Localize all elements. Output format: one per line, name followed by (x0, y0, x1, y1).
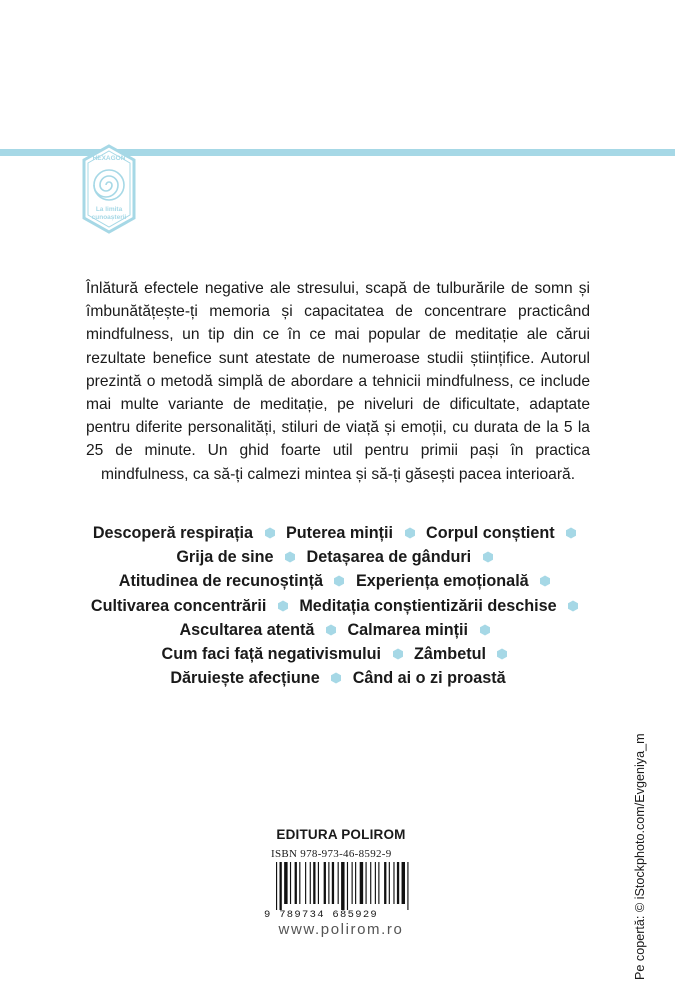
barcode-bar (318, 862, 319, 904)
hexagon-bullet-icon (333, 575, 345, 587)
hexagon-bullet-icon (330, 672, 342, 684)
topic-item: Meditația conștientizării deschise (299, 596, 557, 615)
topic-item: Dăruiește afecțiune (170, 669, 320, 688)
barcode-bar (290, 862, 291, 904)
hexagon-bullet-icon (567, 600, 579, 612)
barcode-bar (299, 862, 300, 904)
hexagon-bullet-icon (539, 575, 551, 587)
barcode-bar (332, 862, 334, 904)
barcode-bar (375, 862, 376, 904)
topic-item: Atitudinea de recunoștință (118, 572, 323, 591)
barcode-bar (370, 862, 371, 904)
hexagon-bullet-icon (482, 551, 494, 563)
barcode-bar (355, 862, 356, 904)
barcode-bar (378, 862, 379, 904)
barcode-bar (328, 862, 329, 904)
barcode-bar (397, 862, 399, 904)
barcode-bar (341, 862, 344, 910)
topic-item: Cultivarea concentrării (90, 596, 267, 615)
publisher-website[interactable]: www.polirom.ro (278, 921, 404, 938)
hexagon-logo (78, 140, 140, 240)
hexagon-bullet-icon (565, 527, 577, 539)
barcode-digits: 9 789734 685929 (264, 909, 379, 921)
book-description: Înlătură efectele negative ale stresului, scapă de tulburările de somn și îmbunătățește-ți memoria și capacitatea de concentrare practicând mindfulness, un tip din ce în ce mai popular de meditație ale cărui rezultate benefice sunt atestate de numeroase studii științifice. Autorul prezintă o metodă simplă de abordare a tehnicii mindfulness, ce include mai multe variante de meditație, pe niveluri de dificultate, adaptate pentru diferite personalități, stiluri de viață și emoții, cu durata de la 5 la 25 de minute. Un ghid foarte util pentru primii pași în practica mindfulness, ca să-ți calmezi mintea și să-ți găsești pacea interioară. (86, 280, 590, 483)
logo-top-text: HEXAGON (92, 155, 126, 162)
barcode-bar (276, 862, 277, 910)
barcode-bar (360, 862, 363, 904)
barcode-bar (280, 862, 282, 910)
isbn-text: ISBN 978-973-46-8592-9 (271, 848, 392, 860)
topic-item: Corpul conștient (426, 524, 555, 542)
topic-item: Când ai o zi proastă (352, 669, 506, 688)
barcode-bar (295, 862, 297, 904)
barcode-bar (402, 862, 405, 904)
hexagon-bullet-icon (496, 648, 508, 660)
barcode-bar (324, 862, 326, 904)
topic-item: Detașarea de gânduri (306, 548, 472, 567)
topic-item: Descoperă respirația (92, 524, 253, 542)
topic-item: Grija de sine (176, 548, 274, 567)
barcode-bar (310, 862, 311, 904)
publisher-name: EDITURA POLIROM (276, 827, 406, 842)
hexagon-bullet-icon (277, 600, 289, 612)
barcode-bar (389, 862, 390, 904)
barcode-bar (347, 862, 348, 910)
barcode-bar (338, 862, 339, 904)
hexagon-bullet-icon (479, 624, 491, 636)
hexagon-bullet-icon (404, 527, 416, 539)
barcode-bar (313, 862, 315, 904)
hexagon-bullet-icon (392, 648, 404, 660)
topic-item: Ascultarea atentă (179, 620, 315, 639)
topic-item: Experiența emoțională (355, 572, 529, 591)
hexagon-bullet-icon (284, 551, 296, 563)
barcode-bar (366, 862, 367, 904)
topic-item: Zâmbetul (414, 645, 486, 664)
barcode-bar (352, 862, 353, 904)
logo-bottom-text-1: La limita (95, 206, 123, 213)
barcode-bar (284, 862, 287, 904)
logo-bottom-text-2: cunoașterii (91, 214, 127, 221)
barcode-bar (407, 862, 408, 910)
hexagon-bullet-icon (325, 624, 337, 636)
topic-item: Puterea minții (286, 524, 394, 542)
cover-credit: Pe copertă: © iStockphoto.com/Evgeniya_m (633, 733, 647, 980)
topic-item: Calmarea minții (347, 620, 469, 639)
topic-item: Cum faci față negativismului (161, 645, 382, 664)
barcode-bar (305, 862, 306, 904)
barcode-bar (384, 862, 386, 904)
barcode-bar (393, 862, 394, 904)
hexagon-bullet-icon (264, 527, 276, 539)
topics-list (90, 521, 586, 690)
